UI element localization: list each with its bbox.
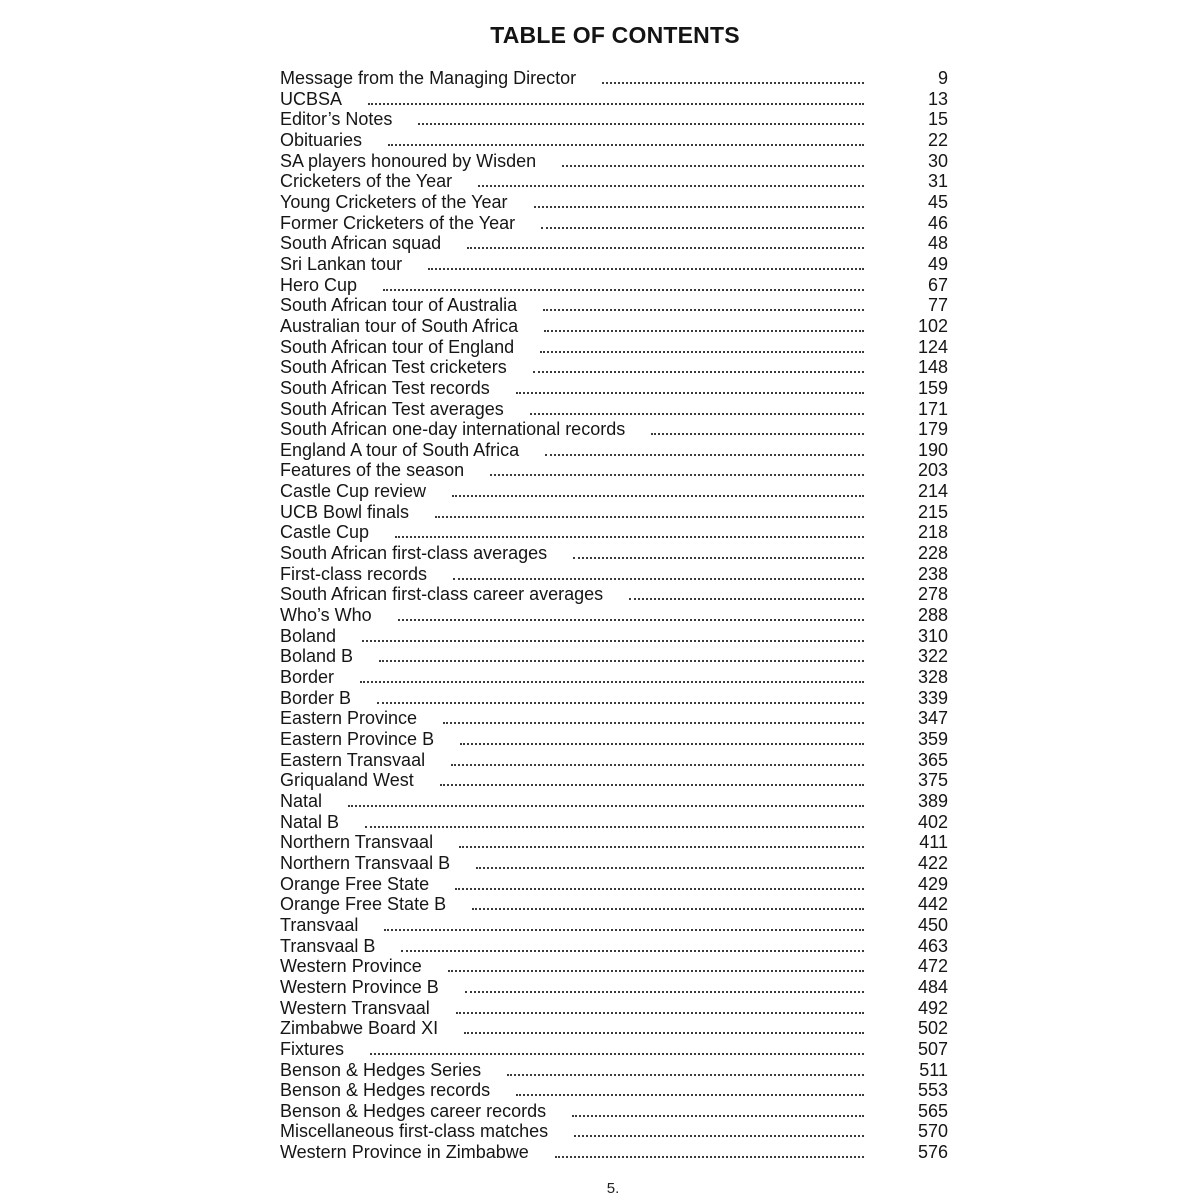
toc-entry-page: 218 (917, 522, 948, 543)
dot-leader (573, 557, 864, 559)
toc-entry (280, 233, 948, 254)
toc-entry-page: 576 (917, 1142, 948, 1163)
toc-entry-title: Benson & Hedges records (280, 1080, 491, 1101)
toc-entry-page: 472 (917, 956, 948, 977)
toc-entry-page: 148 (917, 357, 948, 378)
toc-entry (280, 295, 948, 316)
toc-entry-page: 359 (917, 729, 948, 749)
dot-leader (464, 1032, 864, 1034)
toc-entry (280, 171, 948, 192)
toc-entry-title: Border (280, 667, 335, 688)
toc-entry-title: Eastern Province (280, 708, 418, 729)
toc-entry (280, 750, 948, 771)
dot-leader (435, 516, 864, 518)
toc-entry-page: 45 (927, 191, 948, 212)
toc-entry (280, 1018, 948, 1039)
toc-entry (280, 1060, 948, 1081)
toc-entry-title: Sri Lankan tour (280, 253, 403, 274)
toc-entry (280, 151, 948, 172)
dot-leader (362, 640, 864, 642)
toc-entry-title: Natal B (280, 811, 340, 832)
toc-entry-title: Boland B (280, 646, 354, 667)
toc-entry-page: 450 (917, 914, 948, 935)
dot-leader (574, 1135, 864, 1137)
toc-entry-page: 502 (917, 1018, 948, 1039)
toc-entry-title: Cricketers of the Year (280, 171, 453, 192)
toc-entry (280, 894, 948, 915)
toc-entry (280, 667, 948, 688)
toc-entry-page: 507 (917, 1038, 948, 1059)
toc-entry (280, 357, 948, 378)
dot-leader (459, 846, 864, 848)
dot-leader (401, 950, 864, 952)
toc-entry-title: South African one-day international records (280, 419, 626, 440)
dot-leader (516, 392, 864, 394)
toc-entry (280, 130, 948, 151)
dot-leader (540, 351, 864, 353)
toc-entry-page: 215 (917, 501, 948, 522)
toc-entry (280, 109, 948, 130)
toc-entry-page: 15 (927, 109, 948, 130)
toc-entry-page: 159 (917, 377, 948, 398)
toc-entry-title: South African Test cricketers (280, 357, 507, 378)
toc-entry-title: Features of the season (280, 460, 465, 481)
dot-leader (443, 722, 864, 724)
toc-entry (280, 564, 948, 585)
toc-entry-page: 411 (919, 832, 948, 853)
dot-leader (418, 123, 864, 125)
dot-leader (516, 1094, 864, 1096)
toc-entry-page: 339 (917, 687, 948, 708)
toc-entry-title: Castle Cup review (280, 481, 427, 502)
toc-entry-page: 77 (927, 295, 948, 316)
toc-entry-title: Griqualand West (280, 770, 414, 791)
toc-entry-title: Benson & Hedges Series (280, 1059, 482, 1080)
toc-entry (280, 688, 948, 709)
toc-entry-page: 203 (917, 460, 948, 481)
toc-entry (280, 770, 948, 791)
toc-entry-page: 463 (917, 935, 948, 956)
toc-entry-title: Orange Free State (280, 873, 430, 894)
dot-leader (379, 660, 864, 662)
dot-leader (440, 784, 864, 786)
toc-entry (280, 708, 948, 729)
toc-entry-title: Western Transvaal (280, 997, 430, 1018)
toc-entry-page: 13 (927, 88, 948, 109)
toc-entry-title: Fixtures (280, 1038, 345, 1059)
dot-leader (348, 805, 864, 807)
toc-entry-page: 375 (917, 770, 948, 791)
toc-entry-title: Benson & Hedges career records (280, 1100, 547, 1121)
toc-entry-title: Orange Free State B (280, 894, 447, 915)
dot-leader (370, 1053, 864, 1055)
toc-entry-page: 365 (917, 749, 948, 770)
toc-entry-title: Former Cricketers of the Year (280, 212, 516, 233)
dot-leader (555, 1156, 864, 1158)
toc-entry-page: 214 (917, 481, 948, 502)
toc-entry (280, 89, 948, 110)
toc-entry-title: South African first-class averages (280, 543, 548, 564)
toc-entry-title: Zimbabwe Board XI (280, 1018, 439, 1039)
toc-entry-page: 310 (917, 625, 948, 646)
dot-leader (384, 929, 864, 931)
toc-entry (280, 853, 948, 874)
toc-entry-page: 124 (917, 336, 948, 357)
dot-leader (602, 82, 864, 84)
dot-leader (541, 227, 864, 229)
toc-entry-page: 49 (927, 253, 948, 274)
toc-entry (280, 646, 948, 667)
dot-leader (533, 371, 864, 373)
toc-entry (280, 605, 948, 626)
toc-entry-page: 492 (917, 997, 948, 1018)
toc-entry (280, 337, 948, 358)
dot-leader (651, 433, 864, 435)
dot-leader (456, 1012, 864, 1014)
toc-entry (280, 502, 948, 523)
dot-leader (545, 454, 864, 456)
toc-entry-page: 322 (917, 646, 948, 667)
dot-leader (448, 970, 864, 972)
toc-entry-title: UCB Bowl finals (280, 501, 410, 522)
toc-entry-page: 22 (927, 129, 948, 150)
table-of-contents (280, 68, 948, 1163)
toc-entry (280, 419, 948, 440)
toc-entry (280, 213, 948, 234)
dot-leader (534, 206, 864, 208)
toc-entry (280, 460, 948, 481)
toc-entry-page: 171 (917, 398, 948, 419)
dot-leader (543, 309, 864, 311)
toc-entry (280, 584, 948, 605)
toc-entry-title: Eastern Province B (280, 729, 435, 749)
toc-entry-title: Western Province (280, 956, 422, 977)
toc-entry-title: South African Test averages (280, 398, 504, 419)
toc-entry (280, 626, 948, 647)
toc-entry (280, 275, 948, 296)
toc-entry (280, 1101, 948, 1122)
toc-entry-title: First-class records (280, 563, 428, 584)
dot-leader (395, 536, 864, 538)
toc-entry-page: 570 (917, 1121, 948, 1142)
toc-entry-title: Transvaal (280, 914, 359, 935)
dot-leader (428, 268, 864, 270)
dot-leader (629, 598, 864, 600)
toc-entry-title: Who’s Who (280, 605, 372, 626)
toc-entry-page: 190 (917, 439, 948, 460)
toc-entry-page: 179 (917, 419, 948, 440)
dot-leader (476, 867, 864, 869)
dot-leader (544, 330, 864, 332)
toc-entry-title: Young Cricketers of the Year (280, 191, 508, 212)
dot-leader (490, 474, 864, 476)
toc-entry-title: Border B (280, 687, 352, 708)
toc-entry (280, 1080, 948, 1101)
toc-entry-title: UCBSA (280, 88, 343, 109)
toc-entry-title: Boland (280, 625, 337, 646)
toc-entry (280, 956, 948, 977)
toc-entry (280, 998, 948, 1019)
toc-entry-title: Hero Cup (280, 274, 358, 295)
toc-entry (280, 378, 948, 399)
toc-entry-page: 511 (919, 1059, 948, 1080)
dot-leader (398, 619, 864, 621)
toc-entry (280, 1121, 948, 1142)
toc-entry (280, 316, 948, 337)
toc-entry (280, 522, 948, 543)
toc-entry (280, 729, 948, 750)
toc-entry-title: Australian tour of South Africa (280, 315, 519, 336)
dot-leader (472, 908, 864, 910)
toc-entry-title: Northern Transvaal B (280, 852, 451, 873)
dot-leader (572, 1115, 864, 1117)
toc-entry-page: 565 (917, 1100, 948, 1121)
dot-leader (530, 413, 864, 415)
dot-leader (360, 681, 864, 683)
dot-leader (368, 103, 864, 105)
dot-leader (467, 247, 864, 249)
toc-entry-title: Eastern Transvaal (280, 749, 426, 770)
toc-entry (280, 543, 948, 564)
toc-entry-page: 9 (937, 68, 948, 88)
toc-entry-title: Obituaries (280, 129, 363, 150)
toc-entry-page: 48 (927, 233, 948, 254)
toc-entry (280, 832, 948, 853)
toc-entry-title: Northern Transvaal (280, 832, 434, 853)
toc-entry-page: 278 (917, 584, 948, 605)
toc-entry-page: 228 (917, 543, 948, 564)
toc-entry-page: 402 (917, 811, 948, 832)
toc-entry (280, 1039, 948, 1060)
toc-entry-page: 484 (917, 976, 948, 997)
toc-entry-title: South African squad (280, 233, 442, 254)
toc-entry (280, 915, 948, 936)
toc-entry-title: Western Province B (280, 976, 439, 997)
toc-entry-title: South African Test records (280, 377, 490, 398)
page-title: TABLE OF CONTENTS (490, 22, 740, 48)
toc-entry (280, 1142, 948, 1163)
toc-entry (280, 874, 948, 895)
toc-entry (280, 791, 948, 812)
toc-entry-page: 422 (917, 852, 948, 873)
toc-entry-title: Natal (280, 790, 323, 811)
dot-leader (460, 743, 864, 745)
toc-entry (280, 254, 948, 275)
toc-entry-title: South African tour of England (280, 336, 515, 357)
toc-entry-page: 238 (917, 563, 948, 584)
dot-leader (562, 165, 864, 167)
toc-entry-title: SA players honoured by Wisden (280, 150, 537, 171)
dot-leader (452, 495, 864, 497)
toc-entry-page: 389 (917, 790, 948, 811)
toc-entry (280, 68, 948, 89)
toc-entry (280, 440, 948, 461)
toc-entry-page: 328 (917, 667, 948, 688)
toc-entry-page: 288 (917, 605, 948, 626)
dot-leader (507, 1074, 864, 1076)
toc-entry-title: South African tour of Australia (280, 295, 518, 316)
toc-entry-page: 67 (927, 274, 948, 295)
toc-entry-page: 429 (917, 873, 948, 894)
dot-leader (388, 144, 864, 146)
toc-entry (280, 812, 948, 833)
dot-leader (365, 826, 864, 828)
toc-entry-page: 30 (927, 150, 948, 171)
toc-entry-title: Miscellaneous first-class matches (280, 1121, 549, 1142)
dot-leader (478, 185, 864, 187)
toc-entry (280, 481, 948, 502)
toc-entry-page: 31 (927, 171, 948, 192)
toc-entry-page: 46 (927, 212, 948, 233)
toc-entry-title: South African first-class career averages (280, 584, 604, 605)
toc-entry (280, 977, 948, 998)
dot-leader (465, 991, 864, 993)
dot-leader (453, 578, 864, 580)
toc-entry-title: Castle Cup (280, 522, 370, 543)
dot-leader (383, 289, 864, 291)
toc-entry-page: 347 (917, 708, 948, 729)
toc-entry (280, 936, 948, 957)
toc-entry-page: 442 (917, 894, 948, 915)
toc-entry-title: Transvaal B (280, 935, 376, 956)
toc-entry-title: England A tour of South Africa (280, 439, 520, 460)
page-number: 5. (606, 1180, 620, 1197)
toc-entry (280, 192, 948, 213)
toc-entry-title: Message from the Managing Director (280, 68, 577, 88)
toc-entry-page: 553 (917, 1080, 948, 1101)
toc-entry (280, 399, 948, 420)
toc-entry-page: 102 (917, 315, 948, 336)
toc-entry-title: Editor’s Notes (280, 109, 393, 130)
toc-entry-title: Western Province in Zimbabwe (280, 1142, 529, 1163)
dot-leader (377, 702, 864, 704)
dot-leader (455, 888, 864, 890)
dot-leader (451, 764, 864, 766)
